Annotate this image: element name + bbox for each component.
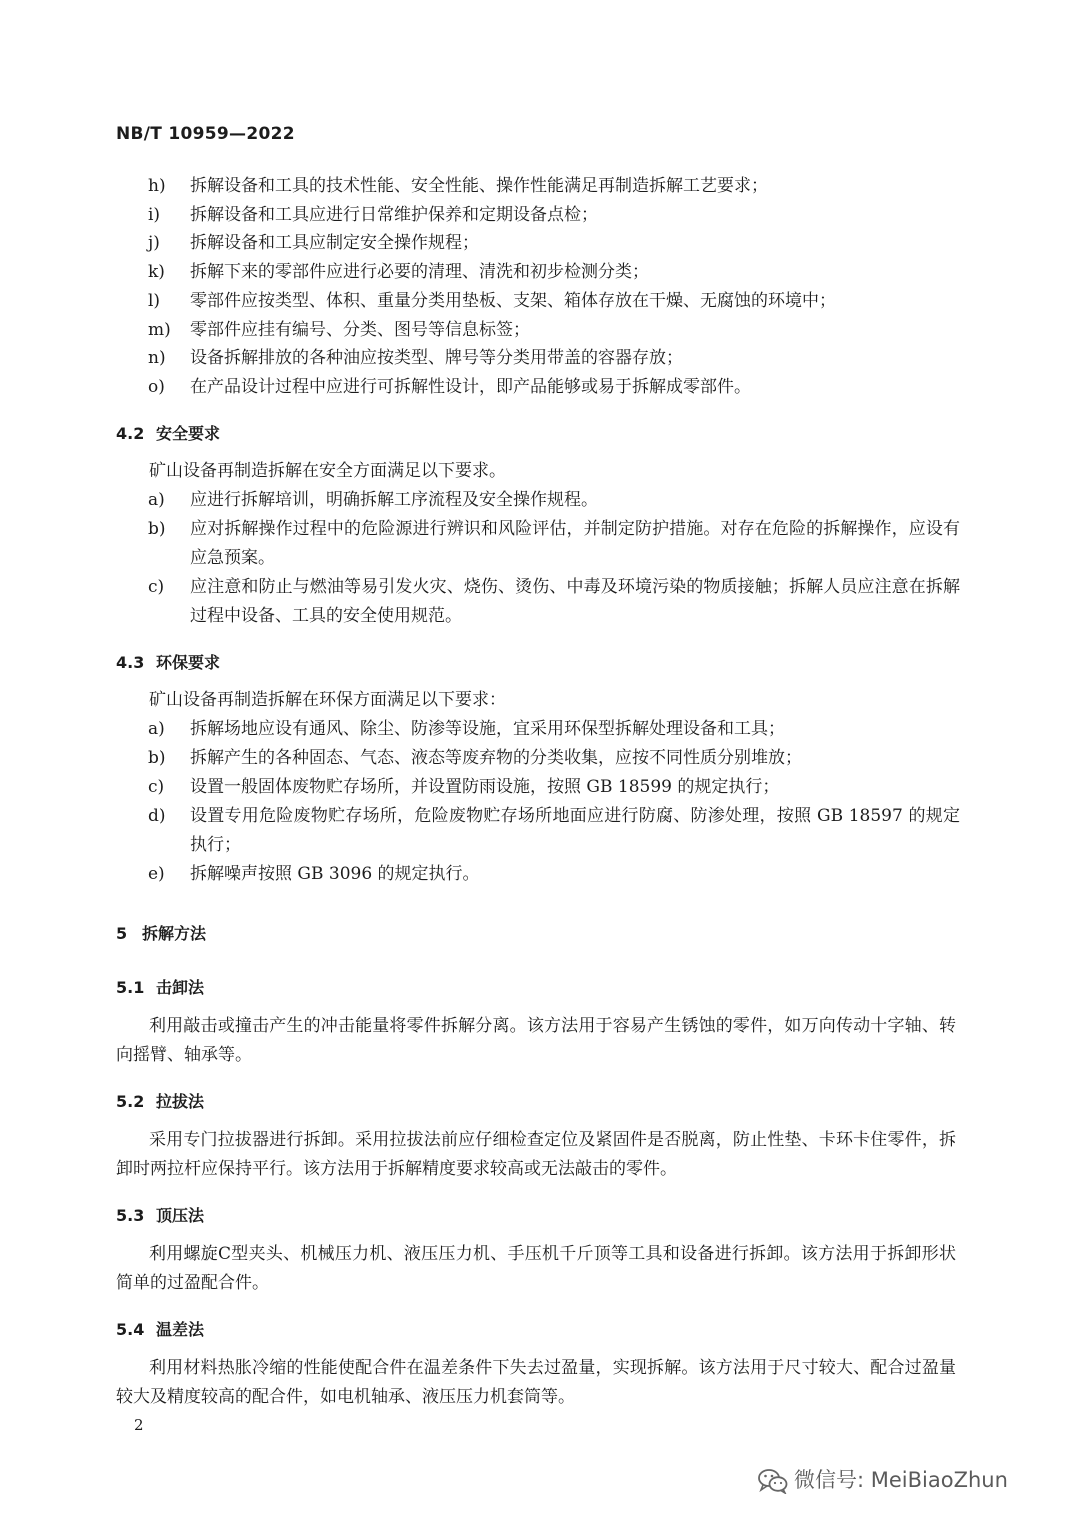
section-title: 击卸法: [156, 978, 205, 997]
list-text: 在产品设计过程中应进行可拆解性设计，即产品能够或易于拆解成零部件。: [190, 377, 751, 397]
section-title: 环保要求: [156, 653, 221, 672]
list-text: 设置一般固体废物贮存场所，并设置防雨设施，按照 GB 18599 的规定执行；: [190, 777, 780, 797]
list-text: 零部件应按类型、体积、重量分类用垫板、支架、箱体存放在干燥、无腐蚀的环境中；: [190, 291, 836, 311]
list-label: c): [148, 577, 165, 597]
list-text: 拆解产生的各种固态、气态、液态等废弃物的分类收集，应按不同性质分别堆放；: [190, 748, 802, 768]
section-number: 5.4: [116, 1320, 145, 1339]
section-paragraph: 利用螺旋C型夹头、机械压力机、液压压力机、手压机千斤顶等工具和设备进行拆卸。该方法用于拆卸形状简单的过盈配合件。: [116, 1244, 956, 1293]
list-label: o): [148, 377, 165, 397]
section-title: 顶压法: [156, 1206, 205, 1225]
list-label: b): [148, 748, 166, 768]
list-label: b): [148, 519, 166, 539]
watermark: [758, 1464, 1008, 1494]
section-number: 5.1: [116, 978, 145, 997]
section-intro: 矿山设备再制造拆解在安全方面满足以下要求。: [149, 461, 506, 481]
document-code: NB/T 10959—2022: [116, 124, 295, 144]
list-label: a): [148, 719, 165, 739]
list-label: a): [148, 490, 165, 510]
section-intro: 矿山设备再制造拆解在环保方面满足以下要求：: [149, 690, 506, 710]
list-text: 零部件应挂有编号、分类、图号等信息标签；: [190, 320, 530, 340]
section-heading-4-3: [116, 650, 220, 673]
list-label: h): [148, 176, 166, 196]
list-label: j): [148, 233, 160, 253]
list-text: 拆解设备和工具应进行日常维护保养和定期设备点检；: [190, 205, 598, 225]
section-number: 4.3: [116, 653, 145, 672]
list-text: 应注意和防止与燃油等易引发火灾、烧伤、烫伤、中毒及环境污染的物质接触；拆解人员应注意在拆解过程中设备、工具的安全使用规范。: [190, 577, 960, 626]
section-paragraph: 利用敲击或撞击产生的冲击能量将零件拆解分离。该方法用于容易产生锈蚀的零件，如万向传动十字轴、转向摇臂、轴承等。: [116, 1016, 956, 1065]
section-heading-5-3: [116, 1203, 204, 1226]
list-text: 拆解设备和工具的技术性能、安全性能、操作性能满足再制造拆解工艺要求；: [190, 176, 768, 196]
section-title: 拉拔法: [156, 1092, 205, 1111]
section-heading-4-2: [116, 421, 220, 444]
chapter-number: 5: [116, 924, 128, 943]
list-text: 设置专用危险废物贮存场所，危险废物贮存场所地面应进行防腐、防渗处理，按照 GB 18597 的规定执行；: [190, 806, 960, 855]
section-paragraph: 利用材料热胀冷缩的性能使配合件在温差条件下失去过盈量，实现拆解。该方法用于尺寸较大、配合过盈量较大及精度较高的配合件，如电机轴承、液压压力机套筒等。: [116, 1358, 956, 1407]
list-text: 拆解下来的零部件应进行必要的清理、清洗和初步检测分类；: [190, 262, 649, 282]
list-text: 拆解场地应设有通风、除尘、防渗等设施，宜采用环保型拆解处理设备和工具；: [190, 719, 785, 739]
list-text: 应对拆解操作过程中的危险源进行辨识和风险评估，并制定防护措施。对存在危险的拆解操作，应设有应急预案。: [190, 519, 960, 568]
section-heading-5-1: [116, 975, 204, 998]
chapter-heading-5: [116, 921, 206, 944]
page-number: 2: [134, 1416, 144, 1434]
list-text: 应进行拆解培训，明确拆解工序流程及安全操作规程。: [190, 490, 598, 510]
list-text: 设备拆解排放的各种油应按类型、牌号等分类用带盖的容器存放；: [190, 348, 683, 368]
section-number: 5.3: [116, 1206, 145, 1225]
list-label: l): [148, 291, 161, 311]
watermark-text: 微信号: MeiBiaoZhun: [794, 1468, 1008, 1492]
list-text: 拆解噪声按照 GB 3096 的规定执行。: [190, 864, 480, 884]
section-number: 4.2: [116, 424, 145, 443]
list-label: d): [148, 806, 166, 826]
section-title: 温差法: [156, 1320, 205, 1339]
section-heading-5-4: [116, 1317, 204, 1340]
chapter-title: 拆解方法: [142, 924, 207, 943]
list-label: k): [148, 262, 165, 282]
section-heading-5-2: [116, 1089, 204, 1112]
list-text: 拆解设备和工具应制定安全操作规程；: [190, 233, 479, 253]
list-label: e): [148, 864, 165, 884]
list-label: i): [148, 205, 161, 225]
list-label: c): [148, 777, 165, 797]
list-label: m): [148, 320, 171, 340]
section-paragraph: 采用专门拉拔器进行拆卸。采用拉拔法前应仔细检查定位及紧固件是否脱离，防止性垫、卡环卡住零件，拆卸时两拉杆应保持平行。该方法用于拆解精度要求较高或无法敲击的零件。: [116, 1130, 956, 1179]
section-title: 安全要求: [156, 424, 221, 443]
wechat-icon: [758, 1468, 788, 1494]
list-label: n): [148, 348, 166, 368]
section-number: 5.2: [116, 1092, 145, 1111]
